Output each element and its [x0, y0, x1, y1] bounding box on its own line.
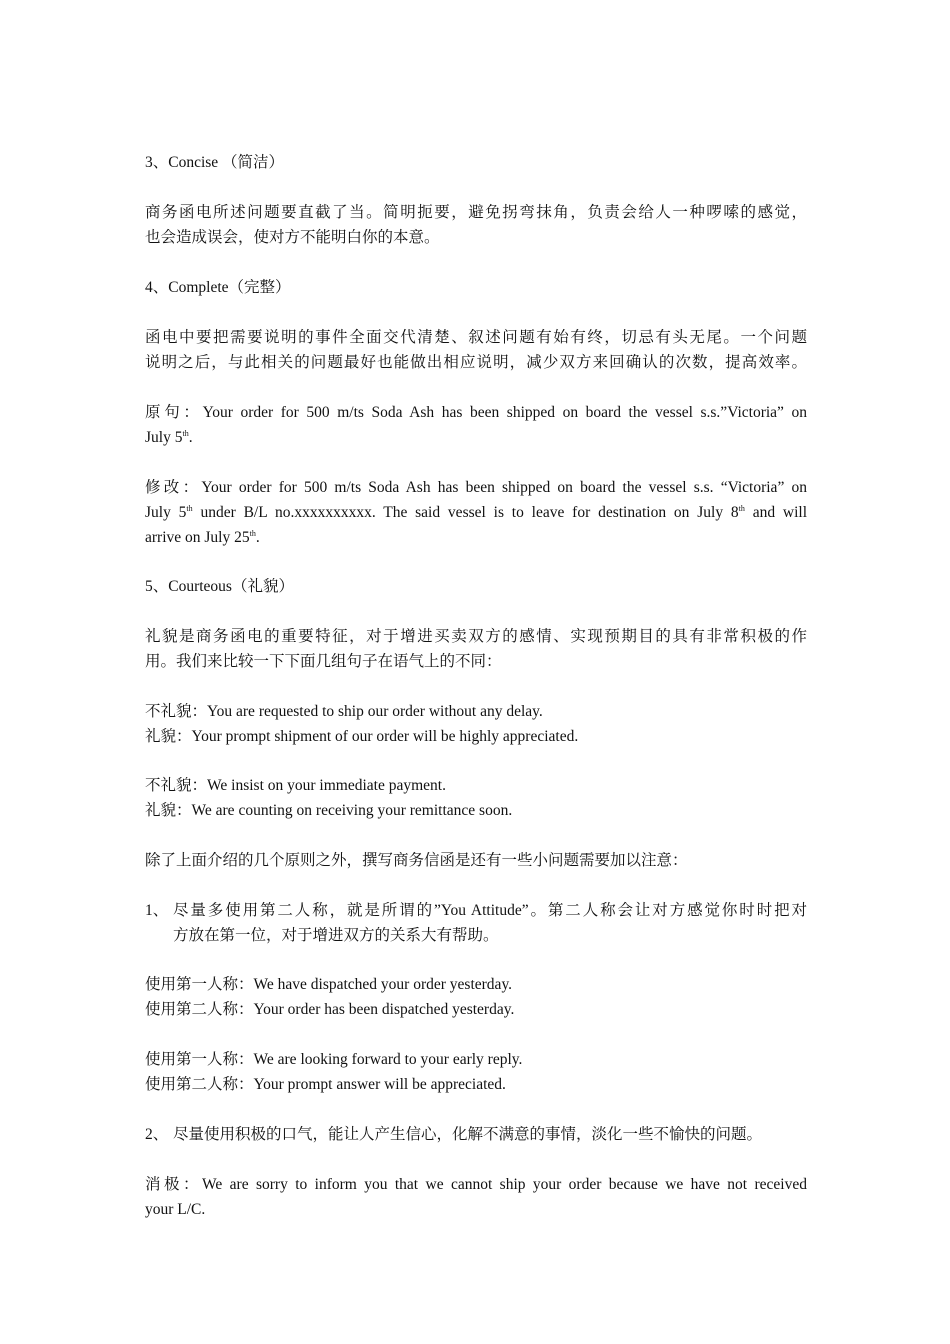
section-5-paragraph: 礼貌是商务函电的重要特征，对于增进买卖双方的感情、实现预期目的具有非常积极的作 用。我们来比较一下下面几组句子在语气上的不同： [145, 628, 807, 670]
revised-sentence-line-3: arrive on July 25th. [145, 529, 260, 546]
section-3-heading: 3、Concise （简洁） [145, 154, 285, 171]
revised-sentence-line-2: July 5th under B/L no.xxxxxxxxxx. The said vessel is to leave for destination on July 8th and will [145, 504, 808, 521]
section-3-paragraph: 商务函电所述问题要直截了当。简明扼要，避免拐弯抹角，负责会给人一种啰嗦的感觉， 也会造成误会，使对方不能明白你的本意。 [145, 204, 807, 246]
courtesy-example-2: 不礼貌：We insist on your immediate payment. 礼貌：We are counting on receiving your remittance soon. [145, 777, 513, 819]
section-4-heading: 4、Complete（完整） [145, 279, 291, 296]
person-example-1: 使用第一人称：We have dispatched your order yesterday. 使用第二人称：Your order has been dispatched yesterday. [145, 976, 515, 1018]
courtesy-example-1: 不礼貌：You are requested to ship our order without any delay. 礼貌：Your prompt shipment of our order will be highly appreciated. [145, 703, 579, 745]
negative-tone-example: 消极：We are sorry to inform you that we cannot ship your order because we have not received your L/C. [145, 1176, 807, 1218]
person-example-2: 使用第一人称：We are looking forward to your early reply. 使用第二人称：Your prompt answer will be appreciated. [145, 1051, 523, 1093]
list-item-1: 1、 尽量多使用第二人称，就是所谓的”You Attitude”。第二人称会让对方感觉你时时把对 方放在第一位，对于增进双方的关系大有帮助。 [145, 902, 807, 944]
additional-notes-intro: 除了上面介绍的几个原则之外，撰写商务信函是还有一些小问题需要加以注意： [145, 852, 688, 869]
section-4-paragraph: 函电中要把需要说明的事件全面交代清楚、叙述问题有始有终，切忌有头无尾。一个问题 说明之后，与此相关的问题最好也能做出相应说明，减少双方来回确认的次数，提高效率。 [145, 329, 807, 371]
revised-sentence-example: 修改：Your order for 500 m/ts Soda Ash has been shipped on board the vessel s.s. “Victoria” on July 5th under B/L no.xxxxxxxxxx. The said vessel is to leave for destination on July 8th and will arrive on July 25th. [145, 475, 807, 550]
list-item-2: 2、 尽量使用积极的口气，能让人产生信心，化解不满意的事情，淡化一些不愉快的问题。 [145, 1126, 763, 1143]
original-sentence-line-2: July 5th. [145, 429, 193, 446]
original-sentence-example: 原句：Your order for 500 m/ts Soda Ash has been shipped on board the vessel s.s.”Victoria” on July 5th. [145, 400, 807, 450]
section-5-heading: 5、Courteous（礼貌） [145, 578, 294, 595]
